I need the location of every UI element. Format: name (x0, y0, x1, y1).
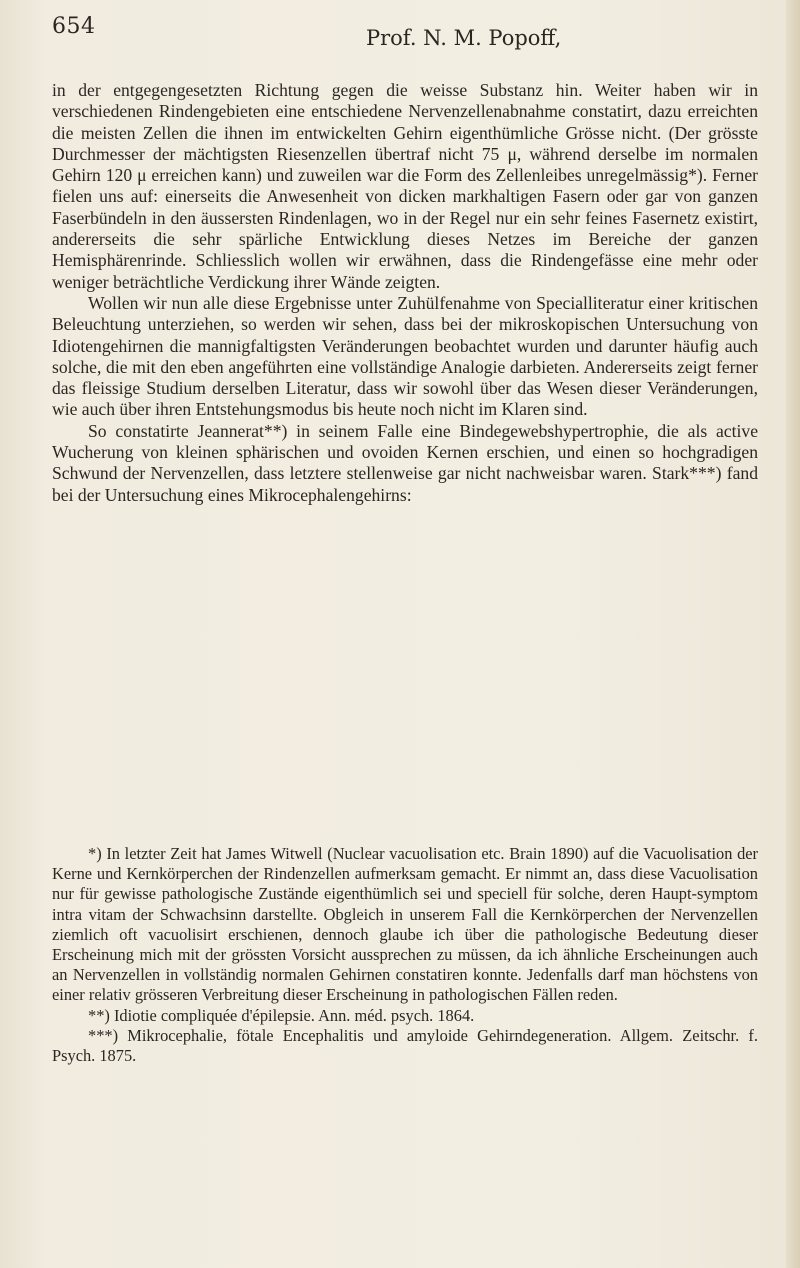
paragraph: So constatirte Jeannerat**) in seinem Falle eine Bindegewebshypertrophie, die als active Wucherung von kleinen sphärischen und ovoiden Kernen erschien, und einen so hochgradigen Schwund der Nervenzellen, dass letztere stellenweise gar nicht nachweisbar waren. Stark***) fand bei der Untersuchung eines Mikrocephalengehirns: (52, 420, 758, 505)
paragraph: Wollen wir nun alle diese Ergebnisse unter Zuhülfenahme von Specialliteratur einer kritischen Beleuchtung unterziehen, so werden wir sehen, dass bei der mikroskopischen Untersuchung von Idiotengehirnen die mannigfaltigsten Veränderungen beobachtet wurden und darunter häufig auch solche, die mit den eben angeführten eine vollständige Analogie darbieten. Andererseits zeigt ferner das fleissige Studium derselben Literatur, dass wir sowohl über das Wesen dieser Veränderungen, wie auch über ihren Entstehungsmodus bis heute noch nicht im Klaren sind. (52, 292, 758, 420)
footnote: ***) Mikrocephalie, fötale Encephalitis und amyloide Gehirndegeneration. Allgem. Zeitschr. f. Psych. 1875. (52, 1025, 758, 1066)
footnote: **) Idiotie compliquée d'épilepsie. Ann. méd. psych. 1864. (88, 1005, 475, 1025)
page-edge (786, 0, 800, 1268)
paragraph: in der entgegengesetzten Richtung gegen die weisse Substanz hin. Weiter haben wir in verschiedenen Rindengebieten eine entschiedene Nervenzellenabnahme constatirt, dazu erreichten die meisten Zellen die ihnen im entwickelten Gehirn eigenthümliche Grösse nicht. (Der grösste Durchmesser der mächtigsten Riesenzellen übertraf nicht 75 μ, während derselbe im normalen Gehirn 120 μ erreichen kann) und zuweilen war die Form des Zellenleibes unregelmässig*). Ferner fielen uns auf: einerseits die Anwesenheit von dicken markhaltigen Fasern oder gar von ganzen Faserbündeln in den äussersten Rindenlagen, wo in der Regel nur ein sehr feines Fasernetz existirt, andererseits die sehr spärliche Entwicklung dieses Netzes im Bereiche der ganzen Hemisphärenrinde. Schliesslich wollen wir erwähnen, dass die Rindengefässe eine mehr oder weniger beträchtliche Verdickung ihrer Wände zeigten. (52, 80, 758, 292)
running-head: Prof. N. M. Popoff, (366, 26, 562, 50)
footnote: *) In letzter Zeit hat James Witwell (Nuclear vacuolisation etc. Brain 1890) auf die Vacuolisation der Kerne und Kernkörperchen der Rindenzellen aufmerksam gemacht. Er nimmt an, dass diese Vacuolisation nur für gewisse pathologische Zustände eigenthümlich sei und speciell für solche, deren Haupt-symptom intra vitam der Schwachsinn darstellte. Obgleich in unserem Fall die Kernkörperchen der Nervenzellen ziemlich oft vacuolisirt erschienen, dennoch glaube ich über die pathologische Bedeutung dieser Erscheinung mich mit der grössten Vorsicht aussprechen zu müssen, da ich ähnliche Erscheinungen auch an Nervenzellen in vollständig normalen Gehirnen constatiren konnte. Jedenfalls darf man höchstens von einer relativ grösseren Verbreitung dieser Erscheinung in pathologischen Fällen reden. (52, 844, 758, 1005)
body-text (52, 80, 758, 506)
footnotes (52, 844, 758, 1066)
page-header (52, 8, 752, 58)
page-number: 654 (52, 14, 96, 39)
